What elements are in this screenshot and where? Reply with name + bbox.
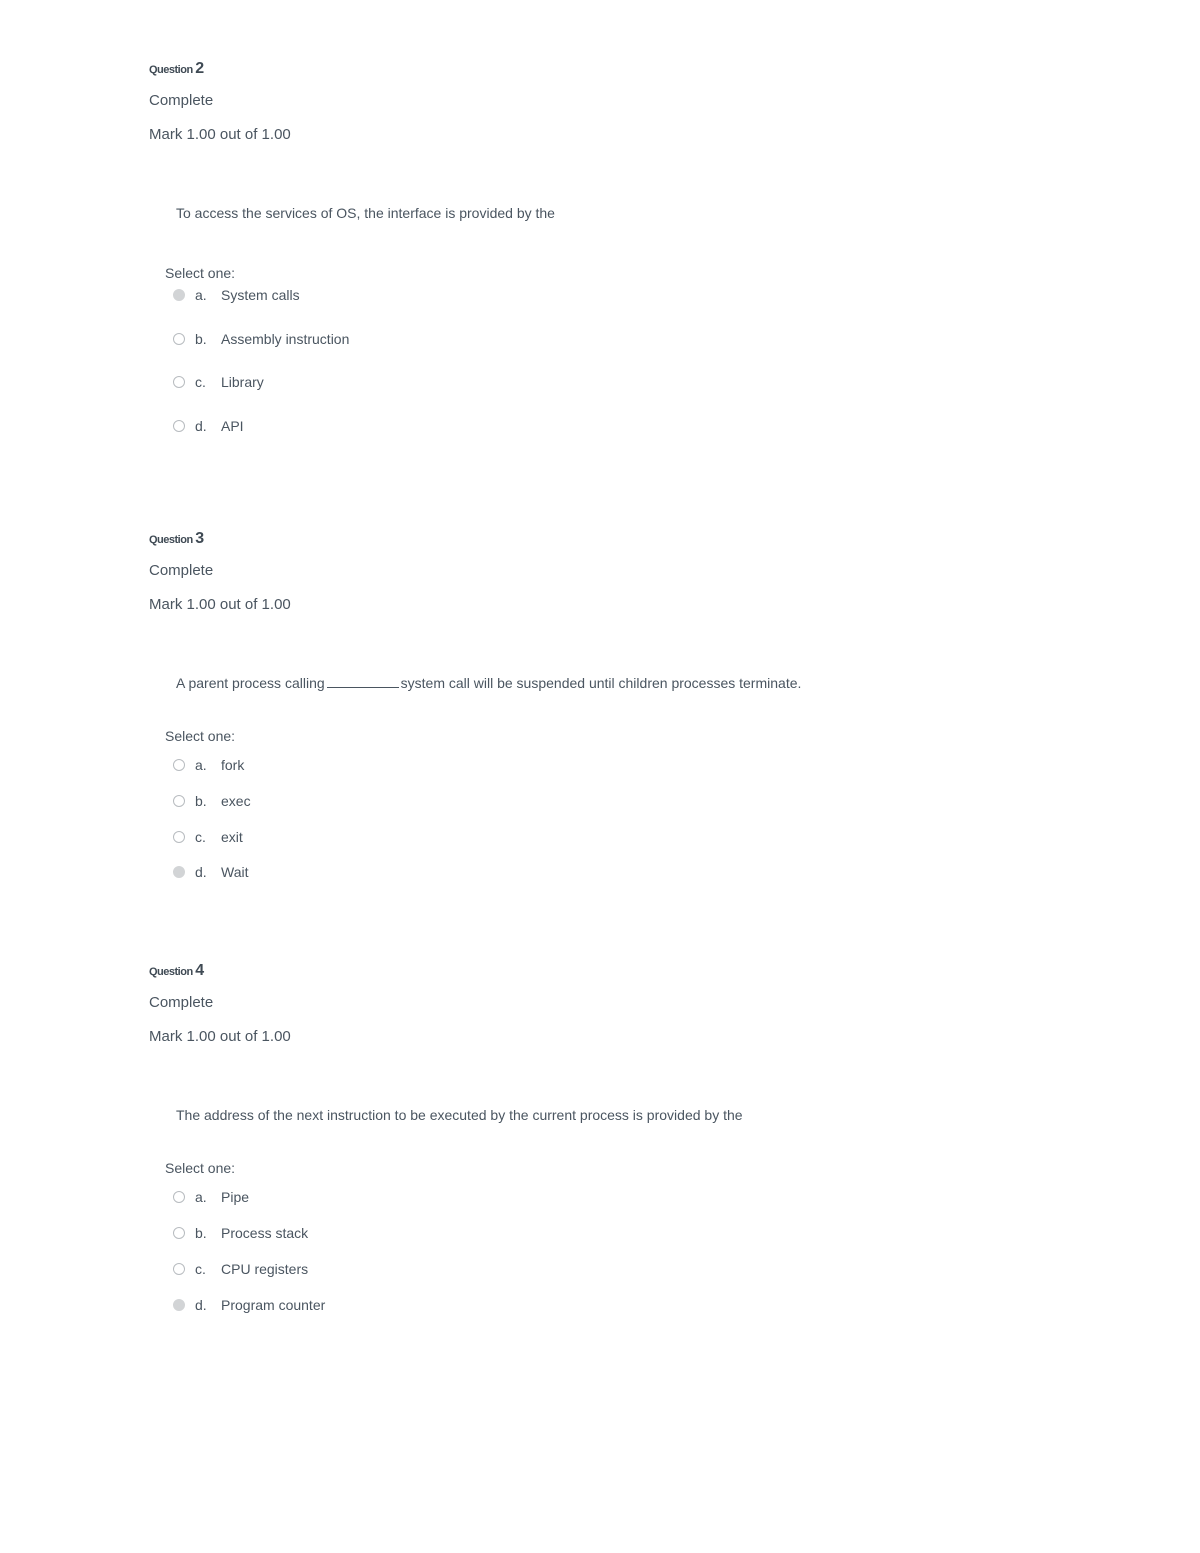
option-letter: a. — [195, 757, 207, 773]
option-label: Library — [221, 374, 264, 390]
select-prompt: Select one: — [165, 1160, 236, 1176]
question-heading — [149, 960, 1049, 982]
radio-button[interactable] — [173, 1299, 185, 1311]
answer-options — [173, 754, 1049, 883]
select-prompt: Select one: — [165, 728, 236, 744]
option-label: Pipe — [221, 1189, 250, 1205]
option-letter: c. — [195, 374, 206, 390]
option-b[interactable] — [173, 1222, 1049, 1244]
answer-options — [173, 284, 1049, 437]
question-number: 3 — [195, 530, 204, 547]
question-state: Complete — [149, 562, 214, 579]
option-label: exit — [221, 829, 243, 845]
select-prompt: Select one: — [165, 265, 236, 281]
question-grade: Mark 1.00 out of 1.00 — [149, 1028, 291, 1045]
option-a[interactable] — [173, 1186, 1049, 1208]
question-text: To access the services of OS, the interface is provided by the — [176, 205, 555, 221]
question-4 — [149, 960, 1049, 1316]
option-letter: b. — [195, 1225, 207, 1241]
question-number: 4 — [195, 962, 204, 979]
radio-button[interactable] — [173, 420, 185, 432]
option-letter: d. — [195, 1297, 207, 1313]
option-d[interactable] — [173, 861, 1049, 883]
option-letter: c. — [195, 1261, 206, 1277]
question-heading — [149, 528, 1049, 550]
option-letter: a. — [195, 287, 207, 303]
option-c[interactable] — [173, 826, 1049, 848]
option-letter: d. — [195, 418, 207, 434]
option-label: exec — [221, 793, 251, 809]
question-heading — [149, 58, 1049, 80]
option-label: Wait — [221, 864, 249, 880]
question-label: Question — [149, 64, 193, 76]
option-letter: b. — [195, 793, 207, 809]
option-label: CPU registers — [221, 1261, 309, 1277]
radio-button[interactable] — [173, 1227, 185, 1239]
question-grade: Mark 1.00 out of 1.00 — [149, 126, 291, 143]
radio-button[interactable] — [173, 1263, 185, 1275]
radio-button[interactable] — [173, 831, 185, 843]
option-label: fork — [221, 757, 245, 773]
option-letter: c. — [195, 829, 206, 845]
option-label: Process stack — [221, 1225, 309, 1241]
question-text — [176, 672, 1049, 694]
question-text-after: system call will be suspended until children processes terminate. — [400, 675, 802, 691]
question-number: 2 — [195, 60, 204, 77]
question-label: Question — [149, 966, 193, 978]
radio-button[interactable] — [173, 376, 185, 388]
option-letter: a. — [195, 1189, 207, 1205]
answer-options — [173, 1186, 1049, 1316]
radio-button[interactable] — [173, 289, 185, 301]
question-label: Question — [149, 534, 193, 546]
option-letter: d. — [195, 864, 207, 880]
radio-button[interactable] — [173, 866, 185, 878]
option-label: System calls — [221, 287, 300, 303]
option-d[interactable] — [173, 415, 1049, 437]
option-a[interactable] — [173, 754, 1049, 776]
question-state: Complete — [149, 994, 214, 1011]
fill-in-blank — [327, 673, 399, 688]
question-text: The address of the next instruction to be executed by the current process is provided by the — [176, 1107, 743, 1123]
question-text-before: A parent process calling — [176, 675, 325, 691]
option-c[interactable] — [173, 371, 1049, 393]
option-letter: b. — [195, 331, 207, 347]
option-c[interactable] — [173, 1258, 1049, 1280]
question-state: Complete — [149, 92, 214, 109]
radio-button[interactable] — [173, 1191, 185, 1203]
option-b[interactable] — [173, 328, 1049, 350]
option-d[interactable] — [173, 1294, 1049, 1316]
radio-button[interactable] — [173, 759, 185, 771]
option-label: Program counter — [221, 1297, 326, 1313]
option-label: Assembly instruction — [221, 331, 350, 347]
question-2 — [149, 58, 1049, 437]
option-b[interactable] — [173, 790, 1049, 812]
question-3 — [149, 528, 1049, 883]
option-label: API — [221, 418, 244, 434]
question-grade: Mark 1.00 out of 1.00 — [149, 596, 291, 613]
radio-button[interactable] — [173, 795, 185, 807]
radio-button[interactable] — [173, 333, 185, 345]
option-a[interactable] — [173, 284, 1049, 306]
